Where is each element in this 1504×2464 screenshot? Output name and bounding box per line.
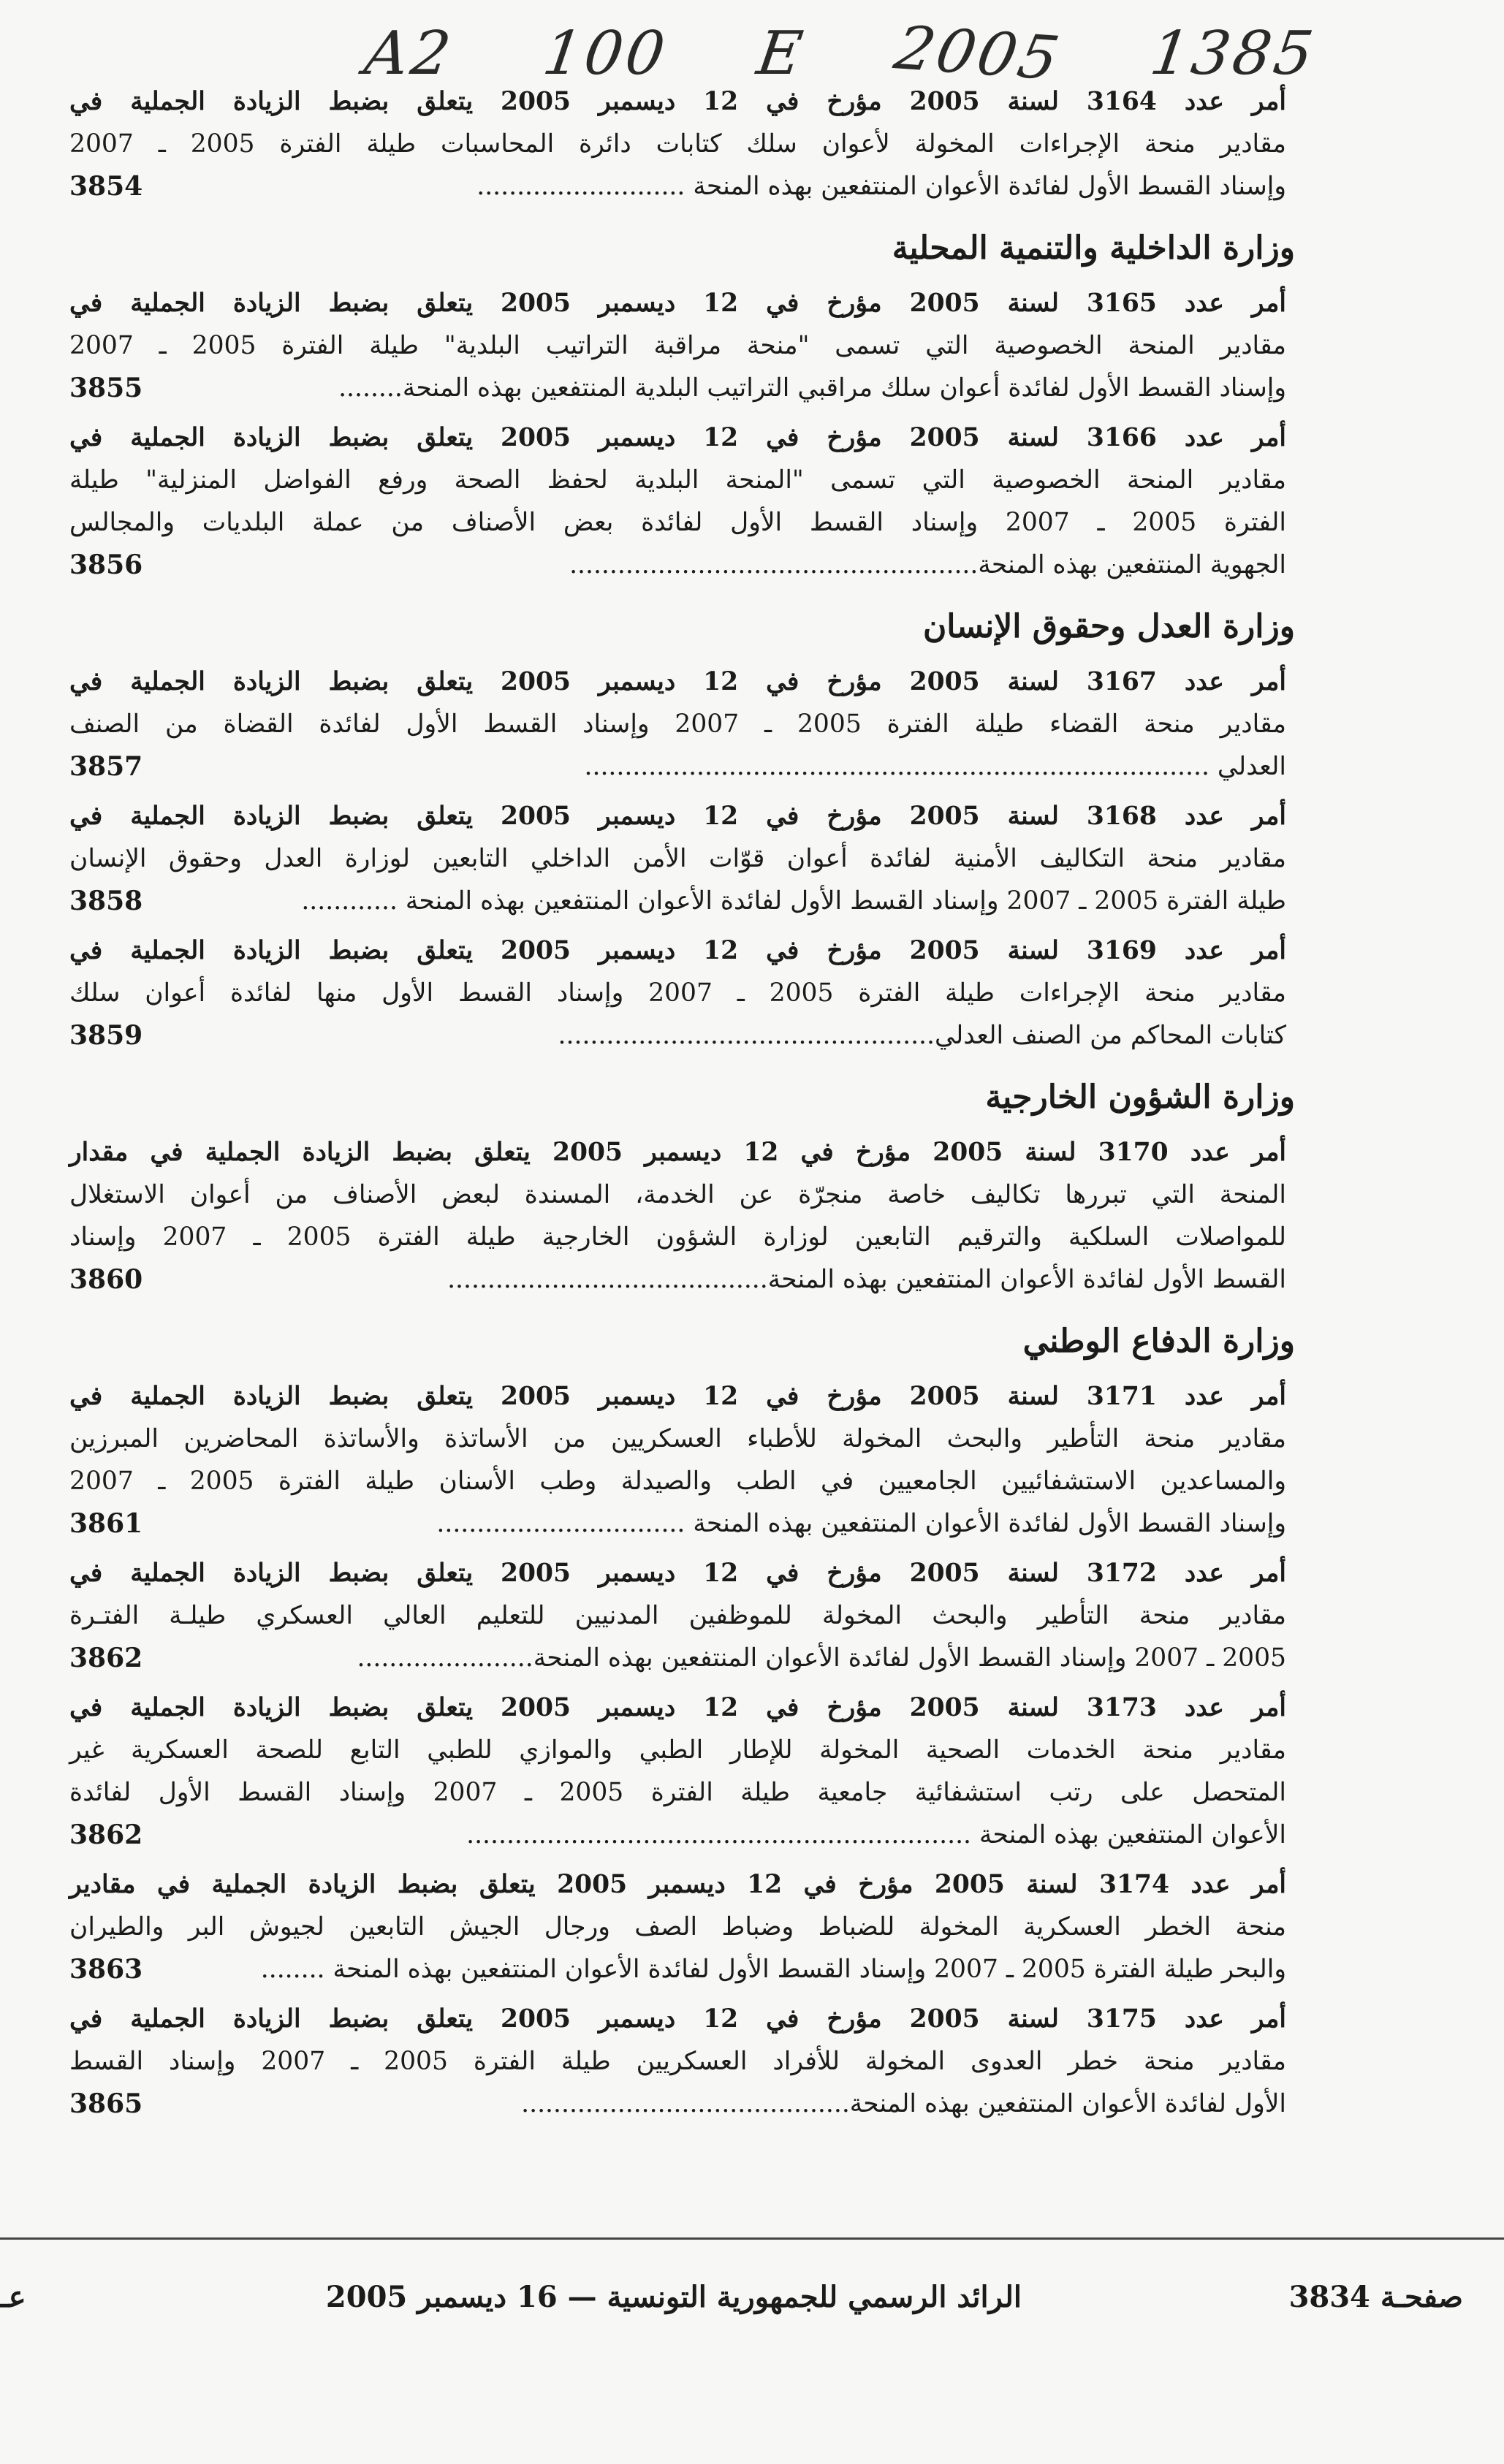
ministry-heading: وزارة العدل وحقوق الإنسان bbox=[922, 608, 1295, 645]
decree-line bbox=[69, 880, 1286, 922]
decree-entry bbox=[69, 282, 1286, 409]
decree-line bbox=[69, 929, 1286, 972]
decree-line bbox=[69, 745, 1286, 788]
ministry-heading: وزارة الشؤون الخارجية bbox=[985, 1079, 1295, 1116]
decree-line bbox=[69, 1948, 1286, 1990]
decree-text: مقادير منحة التأطير والبحث المخولة للموظفين المدنيين للتعليم العالي العسكري طيلـة الفتـرة bbox=[69, 1601, 1286, 1630]
decree-text: مقادير منحة الخدمات الصحية المخولة للإطار الطبي والموازي للطبي التابع للصحة العسكرية غير bbox=[69, 1735, 1286, 1765]
decree-text: مقادير منحة التأطير والبحث المخولة للأطباء العسكريين من الأساتذة والأساتذة المحاضرين المبرزين bbox=[69, 1424, 1286, 1453]
decree-line bbox=[69, 123, 1286, 165]
decree-line bbox=[69, 1594, 1286, 1637]
annotation-part: E bbox=[753, 18, 810, 88]
decree-text: المتحصل على رتب استشفائية جامعية طيلة الفترة 2005 ـ 2007 وإسناد القسط الأول لفائدة bbox=[69, 1778, 1286, 1807]
decree-text: أمر عدد 3165 لسنة 2005 مؤرخ في 12 ديسمبر 2005 يتعلق بضبط الزيادة الجملية في bbox=[69, 289, 1286, 318]
decree-line bbox=[69, 80, 1286, 123]
decree-line bbox=[69, 1418, 1286, 1460]
decree-line bbox=[69, 1502, 1286, 1545]
decree-text: أمر عدد 3172 لسنة 2005 مؤرخ في 12 ديسمبر 2005 يتعلق بضبط الزيادة الجملية في bbox=[69, 1559, 1286, 1588]
decree-text: مقادير المنحة الخصوصية التي تسمى "المنحة البلدية لحفظ الصحة ورفع الفواضل المنزلية" طيلة bbox=[69, 465, 1286, 495]
decree-line bbox=[69, 459, 1286, 501]
decree-text: مقادير منحة خطر العدوى المخولة للأفراد العسكريين طيلة الفترة 2005 ـ 2007 وإسناد القسط bbox=[69, 2047, 1286, 2076]
decree-text: كتابات المحاكم من الصنف العدلي............................................... bbox=[558, 1021, 1286, 1050]
decree-text: للمواصلات السلكية والترقيم التابعين لوزارة الشؤون الخارجية طيلة الفترة 2005 ـ 2007 وإسناد bbox=[69, 1223, 1286, 1252]
decree-entry bbox=[69, 1687, 1286, 1856]
decree-line bbox=[69, 1863, 1286, 1906]
decree-text: وإسناد القسط الأول لفائدة الأعوان المنتفعين بهذه المنحة ............................... bbox=[436, 1509, 1286, 1538]
annotation-part: 1385 bbox=[1146, 18, 1321, 88]
decree-text: العدلي .............................................................................. bbox=[584, 752, 1286, 781]
page-number: 3861 bbox=[69, 1508, 143, 1539]
decree-line bbox=[69, 1814, 1286, 1856]
decree-text: منحة الخطر العسكرية المخولة للضباط وضباط الصف ورجال الجيش التابعين لجيوش البر والطيران bbox=[69, 1912, 1286, 1942]
footer-edge-text: عـ bbox=[0, 2280, 26, 2314]
decree-text: أمر عدد 3167 لسنة 2005 مؤرخ في 12 ديسمبر 2005 يتعلق بضبط الزيادة الجملية في bbox=[69, 667, 1286, 696]
decree-line bbox=[69, 795, 1286, 837]
decree-text: أمر عدد 3168 لسنة 2005 مؤرخ في 12 ديسمبر 2005 يتعلق بضبط الزيادة الجملية في bbox=[69, 802, 1286, 831]
decree-text: أمر عدد 3166 لسنة 2005 مؤرخ في 12 ديسمبر 2005 يتعلق بضبط الزيادة الجملية في bbox=[69, 423, 1286, 452]
decree-line bbox=[69, 837, 1286, 880]
footer-page-label: صفحـة 3834 bbox=[1288, 2280, 1463, 2314]
footer-divider bbox=[0, 2237, 1504, 2240]
decree-text: 2005 ـ 2007 وإسناد القسط الأول لفائدة الأعوان المنتفعين بهذه المنحة...................... bbox=[357, 1643, 1286, 1673]
decree-line bbox=[69, 1131, 1286, 1174]
decree-line bbox=[69, 1771, 1286, 1814]
decree-line bbox=[69, 324, 1286, 367]
decree-text: الفترة 2005 ـ 2007 وإسناد القسط الأول لفائدة بعض الأصناف من عملة البلديات والمجالس bbox=[69, 508, 1286, 537]
decree-text: أمر عدد 3173 لسنة 2005 مؤرخ في 12 ديسمبر 2005 يتعلق بضبط الزيادة الجملية في bbox=[69, 1693, 1286, 1722]
decree-entry bbox=[69, 80, 1286, 208]
decree-text: أمر عدد 3175 لسنة 2005 مؤرخ في 12 ديسمبر 2005 يتعلق بضبط الزيادة الجملية في bbox=[69, 2004, 1286, 2034]
decree-line bbox=[69, 1729, 1286, 1771]
decree-text: الجهوية المنتفعين بهذه المنحة................................................... bbox=[569, 550, 1286, 579]
decree-line bbox=[69, 165, 1286, 208]
decree-text: مقادير منحة الإجراءات المخولة لأعوان سلك كتابات دائرة المحاسبات طيلة الفترة 2005 ـ 2007 bbox=[69, 129, 1287, 159]
decree-text: أمر عدد 3170 لسنة 2005 مؤرخ في 12 ديسمبر 2005 يتعلق بضبط الزيادة الجملية في مقدار bbox=[69, 1138, 1287, 1167]
decree-text: والبحر طيلة الفترة 2005 ـ 2007 وإسناد القسط الأول لفائدة الأعوان المنتفعين بهذه المنحة ........ bbox=[260, 1955, 1286, 1984]
decree-line bbox=[69, 544, 1286, 586]
decree-text: أمر عدد 3169 لسنة 2005 مؤرخ في 12 ديسمبر 2005 يتعلق بضبط الزيادة الجملية في bbox=[69, 936, 1286, 965]
decree-text: مقادير المنحة الخصوصية التي تسمى "منحة مراقبة التراتيب البلدية" طيلة الفترة 2005 ـ 2007 bbox=[69, 331, 1286, 360]
decree-text: وإسناد القسط الأول لفائدة أعوان سلك مراقبي التراتيب البلدية المنتفعين بهذه المنحة........ bbox=[338, 373, 1286, 403]
decree-line bbox=[69, 282, 1286, 324]
decree-text: مقادير منحة القضاء طيلة الفترة 2005 ـ 2007 وإسناد القسط الأول لفائدة القضاة من الصنف bbox=[69, 710, 1287, 739]
decree-line bbox=[69, 972, 1286, 1014]
decree-line bbox=[69, 1460, 1286, 1502]
decree-text: أمر عدد 3174 لسنة 2005 مؤرخ في 12 ديسمبر 2005 يتعلق بضبط الزيادة الجملية في مقادير bbox=[69, 1870, 1287, 1899]
page-number: 3865 bbox=[69, 2088, 143, 2119]
page-number: 3860 bbox=[69, 1264, 143, 1295]
page-number: 3857 bbox=[69, 751, 143, 782]
decree-line bbox=[69, 367, 1286, 409]
decree-line bbox=[69, 1552, 1286, 1594]
decree-text: أمر عدد 3171 لسنة 2005 مؤرخ في 12 ديسمبر 2005 يتعلق بضبط الزيادة الجملية في bbox=[69, 1382, 1286, 1411]
decree-text: مقادير منحة التكاليف الأمنية لفائدة أعوان قوّات الأمن الداخلي التابعين لوزارة العدل وحقوق الإنسان bbox=[69, 844, 1286, 873]
decree-line bbox=[69, 703, 1286, 745]
decree-text: المنحة التي تبررها تكاليف خاصة منجرّة عن الخدمة، المسندة لبعض الأصناف من أعوان الاستغلال bbox=[69, 1180, 1286, 1209]
decree-line bbox=[69, 1998, 1286, 2040]
decree-text: طيلة الفترة 2005 ـ 2007 وإسناد القسط الأول لفائدة الأعوان المنتفعين بهذه المنحة ............ bbox=[301, 886, 1286, 916]
page-number: 3858 bbox=[69, 886, 143, 916]
decree-line bbox=[69, 1014, 1286, 1057]
annotation-part: A2 bbox=[360, 18, 458, 88]
decree-entry bbox=[69, 1375, 1286, 1545]
ministry-heading: وزارة الدفاع الوطني bbox=[1022, 1323, 1295, 1360]
page-number: 3859 bbox=[69, 1020, 143, 1051]
decree-line bbox=[69, 1906, 1286, 1948]
decree-text: مقادير منحة الإجراءات طيلة الفترة 2005 ـ 2007 وإسناد القسط الأول منها لفائدة أعوان سلك bbox=[69, 978, 1286, 1008]
decree-text: القسط الأول لفائدة الأعوان المنتفعين بهذه المنحة........................................ bbox=[447, 1265, 1286, 1294]
decree-text: والمساعدين الاستشفائيين الجامعيين في الطب والصيدلة وطب الأسنان طيلة الفترة 2005 ـ 2007 bbox=[69, 1467, 1286, 1496]
decree-entry bbox=[69, 417, 1286, 586]
page-number: 3854 bbox=[69, 171, 143, 202]
decree-text: وإسناد القسط الأول لفائدة الأعوان المنتفعين بهذه المنحة .......................... bbox=[476, 172, 1286, 201]
page-number: 3862 bbox=[69, 1820, 143, 1850]
decree-line bbox=[69, 501, 1286, 544]
decree-text: أمر عدد 3164 لسنة 2005 مؤرخ في 12 ديسمبر 2005 يتعلق بضبط الزيادة الجملية في bbox=[69, 87, 1286, 116]
decree-entry bbox=[69, 661, 1286, 788]
decree-line bbox=[69, 1174, 1286, 1216]
decree-line bbox=[69, 661, 1286, 703]
page-number: 3863 bbox=[69, 1954, 143, 1985]
page-number: 3856 bbox=[69, 550, 143, 580]
decree-line bbox=[69, 1637, 1286, 1679]
annotation-part: 100 bbox=[539, 18, 672, 88]
decree-line bbox=[69, 1216, 1286, 1258]
decree-entry bbox=[69, 1131, 1286, 1301]
decree-text: الأول لفائدة الأعوان المنتفعين بهذه المنحة......................................... bbox=[521, 2089, 1286, 2118]
decree-entry bbox=[69, 929, 1286, 1057]
table-of-contents bbox=[69, 80, 1295, 2132]
page-number: 3862 bbox=[69, 1643, 143, 1673]
decree-text: الأعوان المنتفعين بهذه المنحة ............................................................... bbox=[466, 1820, 1286, 1849]
decree-line bbox=[69, 1375, 1286, 1418]
decree-line bbox=[69, 1258, 1286, 1301]
footer-journal-title: الرائد الرسمي للجمهورية التونسية — 16 ديسمبر 2005 bbox=[325, 2280, 1022, 2314]
decree-line bbox=[69, 1687, 1286, 1729]
decree-entry bbox=[69, 1998, 1286, 2125]
decree-entry bbox=[69, 1552, 1286, 1679]
decree-line bbox=[69, 2040, 1286, 2083]
ministry-heading: وزارة الداخلية والتنمية المحلية bbox=[892, 229, 1295, 267]
decree-entry bbox=[69, 795, 1286, 922]
decree-line bbox=[69, 2083, 1286, 2125]
decree-entry bbox=[69, 1863, 1286, 1990]
page-number: 3855 bbox=[69, 373, 143, 403]
page-footer bbox=[0, 2280, 1504, 2331]
decree-line bbox=[69, 417, 1286, 459]
annotation-part: 2005 bbox=[889, 13, 1068, 94]
